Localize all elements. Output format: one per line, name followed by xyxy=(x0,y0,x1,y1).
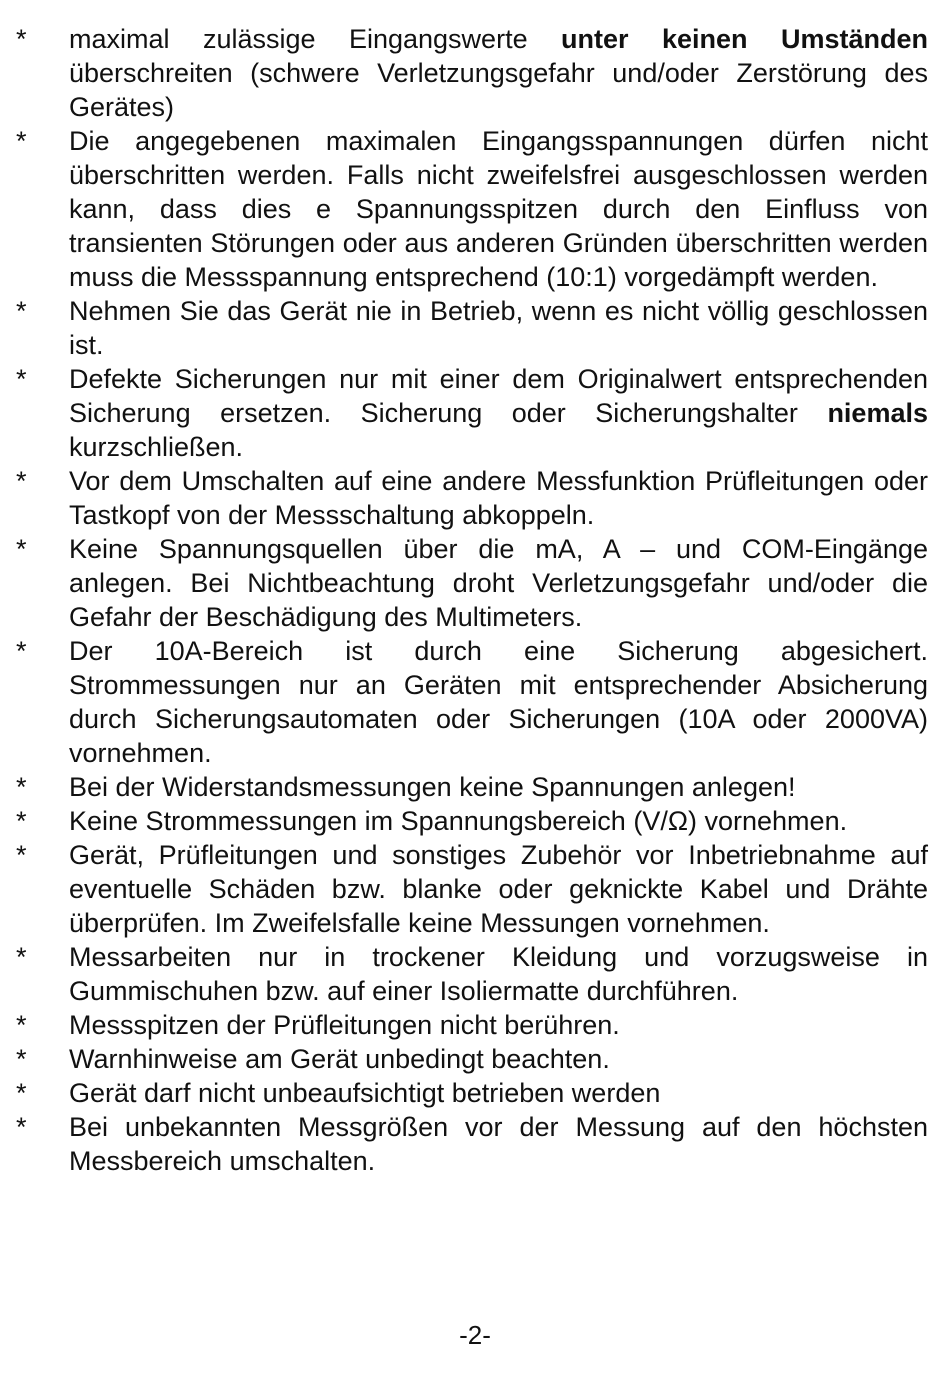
page-number: -2- xyxy=(459,1320,491,1350)
list-item xyxy=(0,634,950,770)
list-item-text: Bei der Widerstandsmessungen keine Spannungen anlegen! xyxy=(69,772,796,802)
list-item-text: Vor dem Umschalten auf eine andere Messfunktion Prüfleitungen oder Tastkopf von der Messschaltung abkoppeln. xyxy=(69,466,928,530)
bullet-marker: * xyxy=(16,636,27,666)
list-item xyxy=(0,770,950,804)
bullet-marker: * xyxy=(16,1078,27,1108)
bullet-marker: * xyxy=(16,1112,27,1142)
list-item xyxy=(0,464,950,532)
list-item xyxy=(0,940,950,1008)
bullet-marker: * xyxy=(16,126,27,156)
list-item-text: Warnhinweise am Gerät unbedingt beachten. xyxy=(69,1044,610,1074)
document-page xyxy=(0,22,950,1178)
list-item-text: Gerät, Prüfleitungen und sonstiges Zubehör vor Inbetriebnahme auf eventuelle Schäden bzw. blanke oder geknickte Kabel und Drähte überprüfen. Im Zweifelsfalle keine Messungen vornehmen. xyxy=(69,840,928,938)
list-item xyxy=(0,362,950,464)
list-item xyxy=(0,1076,950,1110)
list-item xyxy=(0,1042,950,1076)
bullet-marker: * xyxy=(16,840,27,870)
emphasis-text: niemals xyxy=(827,398,928,428)
bullet-marker: * xyxy=(16,24,27,54)
list-item-text: Bei unbekannten Messgrößen vor der Messung auf den höchsten Messbereich umschalten. xyxy=(69,1112,928,1176)
bullet-marker: * xyxy=(16,806,27,836)
safety-instructions-list xyxy=(0,22,950,1178)
list-item-text: Messspitzen der Prüfleitungen nicht berühren. xyxy=(69,1010,620,1040)
list-item-text: Nehmen Sie das Gerät nie in Betrieb, wenn es nicht völlig geschlossen ist. xyxy=(69,296,928,360)
bullet-marker: * xyxy=(16,534,27,564)
list-item-text: Keine Spannungsquellen über die mA, A – und COM-Eingänge anlegen. Bei Nichtbeachtung droht Verletzungsgefahr und/oder die Gefahr der Beschädigung des Multimeters. xyxy=(69,534,928,632)
list-item-text: Messarbeiten nur in trockener Kleidung und vorzugsweise in Gummischuhen bzw. auf einer Isoliermatte durchführen. xyxy=(69,942,928,1006)
list-item-text: Gerät darf nicht unbeaufsichtigt betrieben werden xyxy=(69,1078,661,1108)
list-item xyxy=(0,294,950,362)
list-item-text: Die angegebenen maximalen Eingangsspannungen dürfen nicht überschritten werden. Falls nicht zweifelsfrei ausgeschlossen werden kann, dass dies e Spannungsspitzen durch den Einfluss von transienten Störungen oder aus anderen Gründen überschritten werden muss die Messspannung entsprechend (10:1) vorgedämpft werden. xyxy=(69,126,928,292)
list-item xyxy=(0,804,950,838)
list-item-text: maximal zulässige Eingangswerte unter keinen Umständen überschreiten (schwere Verletzungsgefahr und/oder Zerstörung des Gerätes) xyxy=(69,24,928,122)
list-item-text: Defekte Sicherungen nur mit einer dem Originalwert entsprechenden Sicherung ersetzen. Sicherung oder Sicherungshalter niemals kurzschließen. xyxy=(69,364,928,462)
bullet-marker: * xyxy=(16,942,27,972)
bullet-marker: * xyxy=(16,466,27,496)
list-item xyxy=(0,1110,950,1178)
emphasis-text: unter keinen Umständen xyxy=(561,24,928,54)
bullet-marker: * xyxy=(16,1010,27,1040)
list-item-text: Keine Strommessungen im Spannungsbereich (V/Ω) vornehmen. xyxy=(69,806,848,836)
bullet-marker: * xyxy=(16,1044,27,1074)
bullet-marker: * xyxy=(16,364,27,394)
list-item-text: Der 10A-Bereich ist durch eine Sicherung abgesichert. Strommessungen nur an Geräten mit entsprechender Absicherung durch Sicherungsautomaten oder Sicherungen (10A oder 2000VA) vornehmen. xyxy=(69,636,928,768)
list-item xyxy=(0,22,950,124)
bullet-marker: * xyxy=(16,772,27,802)
list-item xyxy=(0,838,950,940)
list-item xyxy=(0,532,950,634)
bullet-marker: * xyxy=(16,296,27,326)
list-item xyxy=(0,124,950,294)
list-item xyxy=(0,1008,950,1042)
